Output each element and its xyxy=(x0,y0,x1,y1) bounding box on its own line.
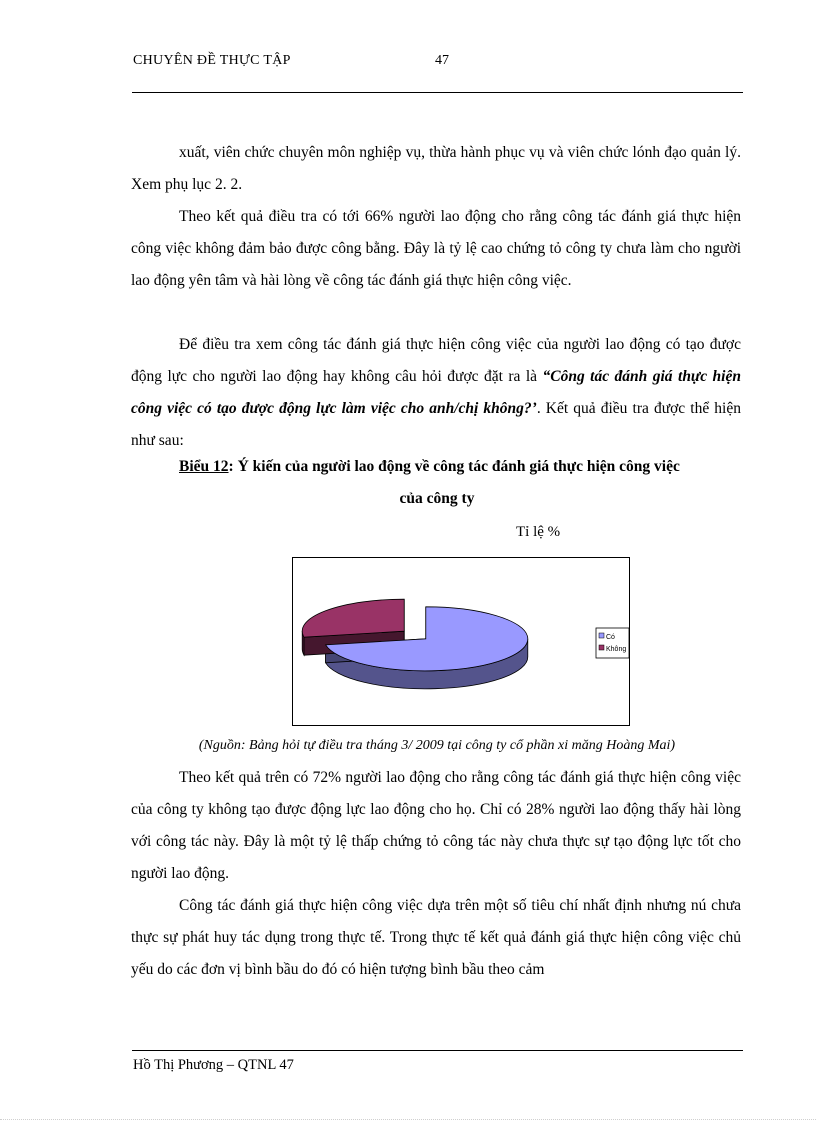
chart-legend xyxy=(596,628,629,658)
footer-rule xyxy=(132,1050,743,1051)
paragraph-1 xyxy=(131,137,741,201)
paragraph-3-text: Để điều tra xem công tác đánh giá thực hiện công việc của người lao động có tạo được động lực cho người lao động hay không câu hỏi được đặt ra là xyxy=(131,336,741,385)
legend-label-0: Có xyxy=(606,634,615,641)
paragraph-2 xyxy=(131,201,741,297)
paragraph-4 xyxy=(131,762,741,890)
caption-line-2: của công ty xyxy=(399,490,475,507)
paragraph-4-text: Theo kết quả trên có 72% người lao động cho rằng công tác đánh giá thực hiện công việc của công ty không tạo được động lực lao động cho họ. Chỉ có 28% người lao động thấy hài lòng với công tác này. Đây là một tỷ lệ thấp chứng tỏ công tác này chưa thực sự tạo động lực tốt cho người lao động. xyxy=(131,769,741,882)
caption-text: : Ý kiến của người lao động về công tác đánh giá thực hiện công việc xyxy=(228,458,680,475)
caption-line-1 xyxy=(179,458,680,476)
paragraph-2-text: Theo kết quả điều tra có tới 66% người lao động cho rằng công tác đánh giá thực hiện công việc không đảm bảo được công bằng. Đây là tỷ lệ cao chứng tỏ công ty chưa làm cho người lao động yên tâm và hài lòng về công tác đánh giá thực hiện công việc. xyxy=(131,208,741,289)
pie-chart-frame xyxy=(292,557,630,726)
legend-label-1: Không xyxy=(606,646,627,653)
paragraph-5 xyxy=(131,890,741,986)
paragraph-3 xyxy=(131,329,741,457)
chart-source: (Nguồn: Bảng hỏi tự điều tra tháng 3/ 2009 tại công ty cổ phần xi măng Hoàng Mai) xyxy=(198,738,676,753)
header-title: CHUYÊN ĐỀ THỰC TẬP xyxy=(133,53,291,68)
page-header xyxy=(133,53,743,73)
footer-author: Hồ Thị Phương – QTNL 47 xyxy=(133,1057,294,1073)
pie-slice-Không xyxy=(302,599,404,637)
caption-label: Biểu 12 xyxy=(179,458,229,475)
page-number: 47 xyxy=(435,53,449,68)
paragraph-5-text: Công tác đánh giá thực hiện công việc dựa trên một số tiêu chí nhất định nhưng nú chưa thực sự phát huy tác dụng trong thực tế. Trong thực tế kết quả đánh giá thực hiện công việc chủ yếu do các đơn vị bình bầu do đó có hiện tượng bình bầu theo cảm xyxy=(131,897,741,978)
paragraph-1-text: xuất, viên chức chuyên môn nghiệp vụ, thừa hành phục vụ và viên chức lónh đạo quản lý. Xem phụ lục 2. 2. xyxy=(131,144,741,193)
paragraph-3-end: . Kết quả điều tra được thể hiện như sau: xyxy=(131,400,741,449)
page-bottom-border xyxy=(0,1119,816,1120)
survey-question: “Công tác đánh giá thực hiện công việc có tạo được động lực làm việc cho anh/chị không?’ xyxy=(131,368,741,417)
legend-swatch-0 xyxy=(599,633,604,638)
header-rule xyxy=(132,92,743,93)
pie-chart xyxy=(293,558,629,725)
legend-swatch-1 xyxy=(599,645,604,650)
chart-title: Tỉ lệ % xyxy=(516,524,561,540)
